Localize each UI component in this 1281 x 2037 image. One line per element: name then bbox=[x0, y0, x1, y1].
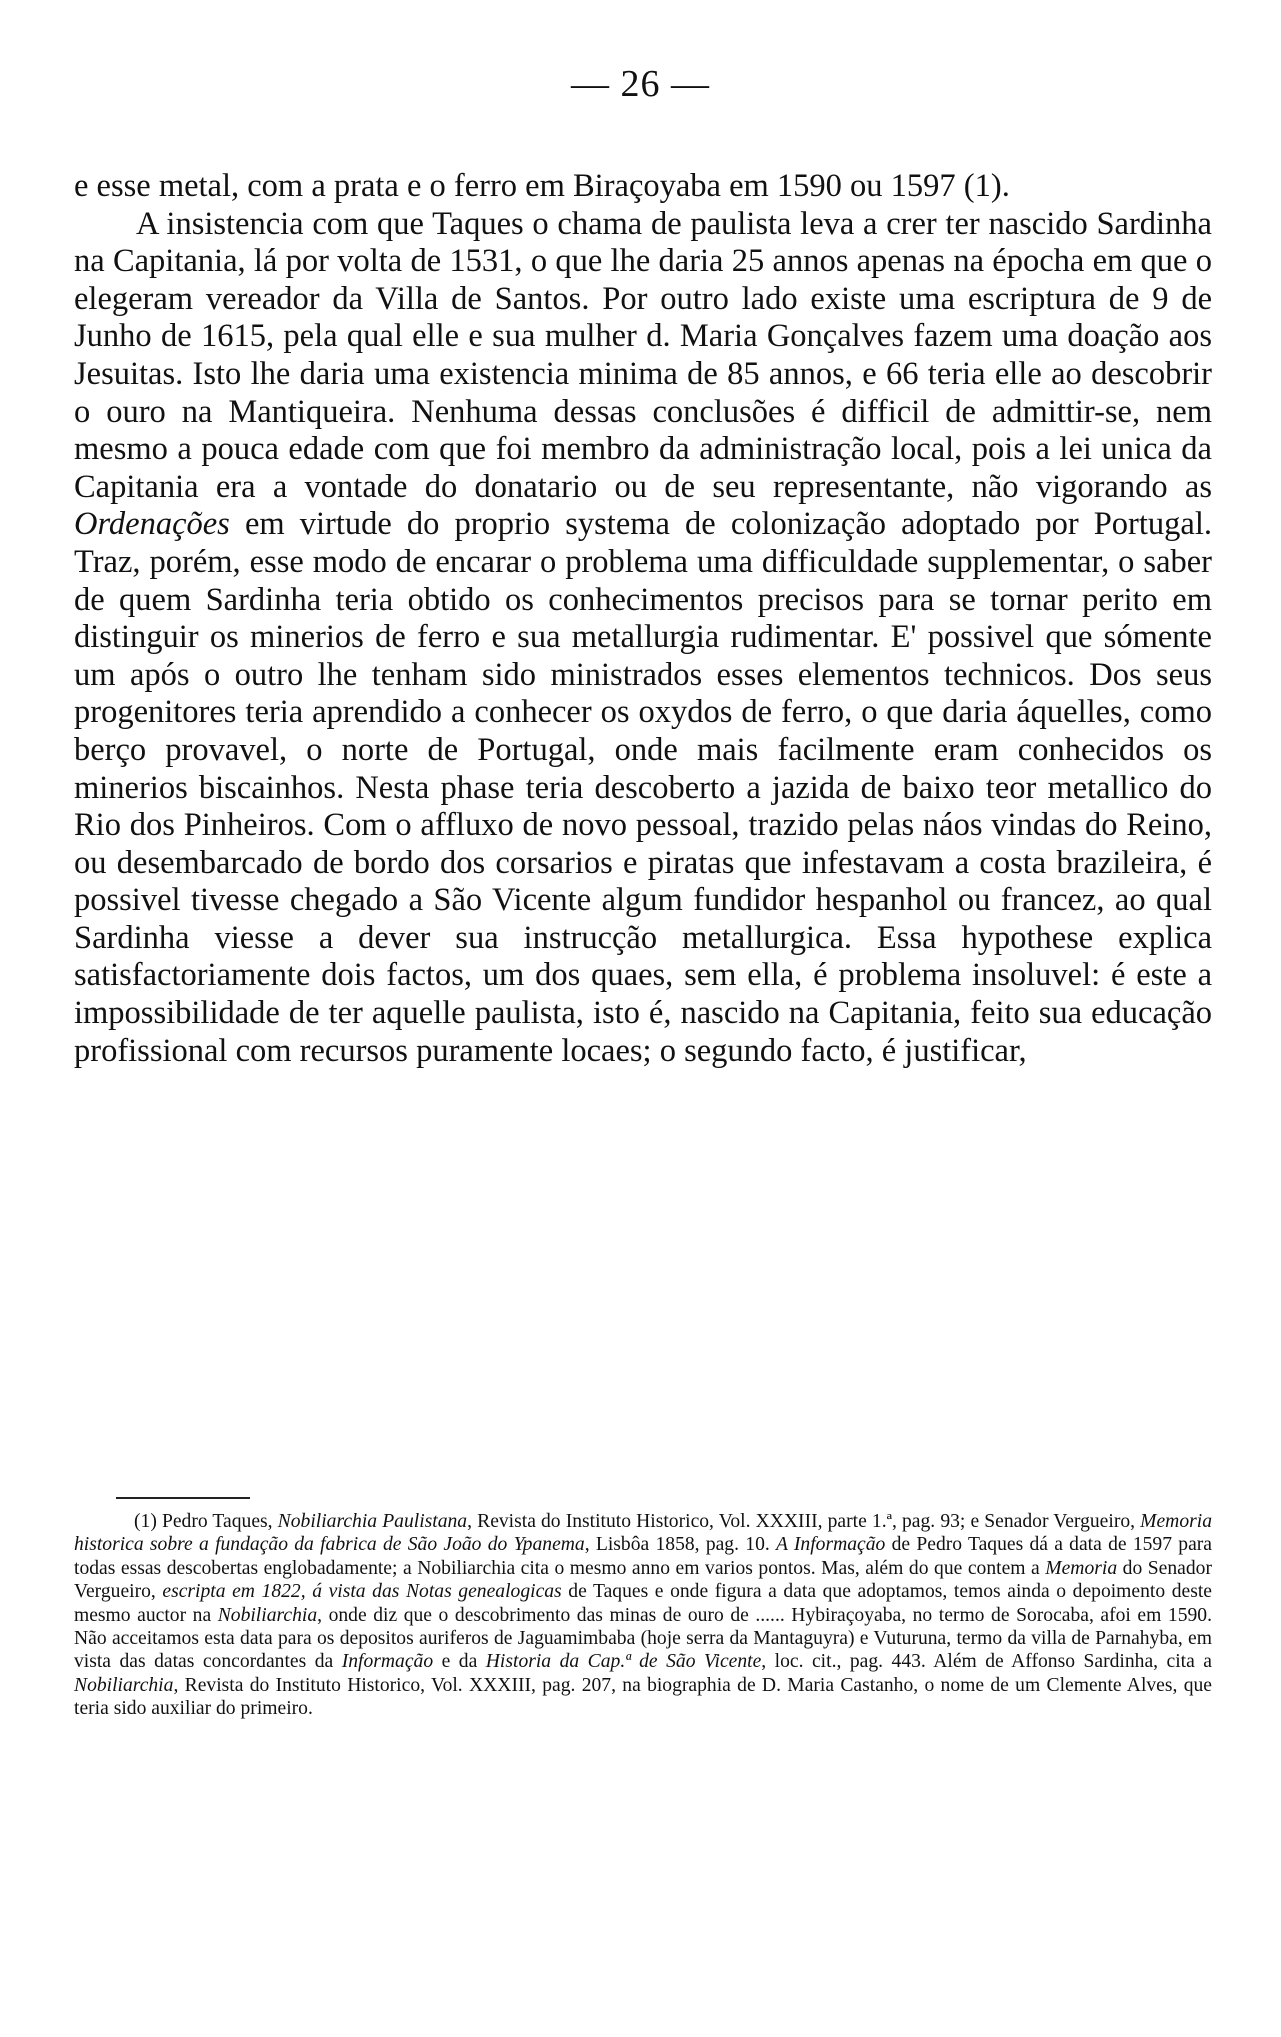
text-run: (1) Pedro Taques, bbox=[134, 1511, 278, 1532]
main-text bbox=[74, 168, 1212, 1070]
italic-title: Historia da Cap.ª de São Vicente bbox=[485, 1651, 762, 1673]
text-run: e esse metal, com a prata e o ferro em Biraçoyaba em 1590 ou 1597 (1). bbox=[74, 168, 1010, 204]
italic-title: Informação bbox=[341, 1651, 434, 1673]
italic-term: Ordenações bbox=[74, 506, 230, 543]
text-run: , Revista do Instituto Historico, Vol. XXXIII, parte 1.ª, pag. 93; e Senador Vergueiro, bbox=[467, 1511, 1141, 1532]
text-run: A insistencia com que Taques o chama de paulista leva a crer ter nascido Sardinha na Capitania, lá por volta de 1531, o que lhe daria 25 annos apenas na épocha em que o elegeram vereador da Villa de Santos. Por outro lado existe uma escriptura de 9 de Junho de 1615, pela qual elle e sua mulher d. Maria Gonçalves fazem uma doação aos Jesuitas. Isto lhe daria uma existencia minima de 85 annos, e 66 teria elle ao descobrir o ouro na Mantiqueira. Nenhuma dessas conclusões é difficil de admittir-se, nem mesmo a pouca edade com que foi membro da administração local, pois a lei unica da Capitania era a vontade do donatario ou de seu representante, não vigorando as bbox=[74, 205, 1212, 505]
text-run: , onde diz que o descobrimento das minas de ouro de ...... Hybiraçoyaba, no termo de Sorocaba, afoi em 1590. Não acceitamos esta data para os depositos auriferos de Jaguamimbaba (hoje serra da Mantaguyra) e Vuturuna, termo da villa de Parnahyba, em vista das datas concordantes da bbox=[74, 1604, 1213, 1673]
paragraph-1 bbox=[74, 168, 1212, 206]
italic-title: Nobiliarchia bbox=[74, 1674, 174, 1696]
text-run: , Lisbôa 1858, pag. 10. bbox=[584, 1534, 777, 1556]
footnote bbox=[74, 1510, 1212, 1721]
italic-title: Nobiliarchia Paulistana bbox=[277, 1511, 468, 1532]
italic-title: Memoria historica sobre a fundação da fabrica de São João do Ypanema bbox=[74, 1511, 1212, 1556]
italic-title: Memoria bbox=[1045, 1557, 1118, 1579]
text-run: e da bbox=[433, 1651, 486, 1673]
text-run: do Senador Vergueiro, bbox=[74, 1557, 1212, 1603]
text-run: de Taques e onde figura a data que adoptamos, temos ainda o depoimento deste mesmo auctor na bbox=[74, 1581, 1213, 1626]
text-run: , Revista do Instituto Historico, Vol. XXXIII, pag. 207, na biographia de D. Maria Castanho, o nome de um Clemente Alves, que teria sido auxiliar do primeiro. bbox=[74, 1674, 1212, 1720]
italic-title: Nobiliarchia bbox=[217, 1604, 318, 1626]
italic-title: A Informação bbox=[776, 1534, 886, 1556]
footnote-separator bbox=[116, 1497, 250, 1499]
italic-title: escripta em 1822, á vista das Notas genealogicas bbox=[162, 1581, 562, 1603]
page-number: — 26 — bbox=[571, 63, 710, 105]
text-run: de Pedro Taques dá a data de 1597 para todas essas descobertas englobadamente; a Nobiliarchia cita o mesmo anno em varios pontos. Mas, além do que contem a bbox=[74, 1534, 1212, 1579]
text-run: em virtude do proprio systema de colonização adoptado por Portugal. Traz, porém, esse modo de encarar o problema uma difficuldade supplementar, o saber de quem Sardinha teria obtido os conhecimentos precisos para se tornar perito em distinguir os minerios de ferro e sua metallurgia rudimentar. E' possivel que sómente um após o outro lhe tenham sido ministrados esses elementos technicos. Dos seus progenitores teria aprendido a conhecer os oxydos de ferro, o que daria áquelles, como berço provavel, o norte de Portugal, onde mais facilmente eram conhecidos os minerios biscainhos. Nesta phase teria descoberto a jazida de baixo teor metallico do Rio dos Pinheiros. Com o affluxo de novo pessoal, trazido pelas náos vindas do Reino, ou desembarcado de bordo dos corsarios e piratas que infestavam a costa brazileira, é possivel tivesse chegado a São Vicente algum fundidor hespanhol ou francez, ao qual Sardinha viesse a dever sua instrucção metallurgica. Essa hypothese explica satisfactoriamente dois factos, um dos quaes, sem ella, é problema insoluvel: é este a impossibilidade de ter aquelle paulista, isto é, nascido na Capitania, feito sua educação profissional com recursos puramente locaes; o segundo facto, é justificar, bbox=[74, 506, 1212, 1069]
text-run: , loc. cit., pag. 443. Além de Affonso Sardinha, cita a bbox=[761, 1651, 1212, 1673]
paragraph-2 bbox=[74, 206, 1212, 1071]
